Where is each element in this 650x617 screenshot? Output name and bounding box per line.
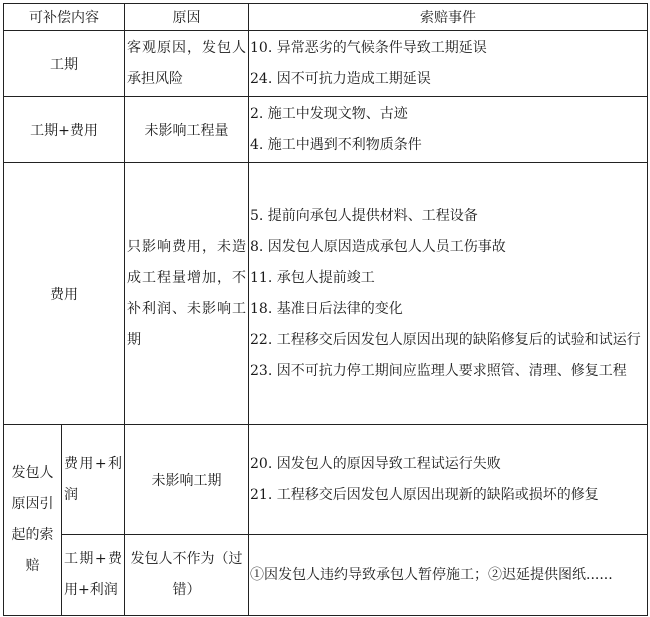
- events-cell: [249, 97, 648, 163]
- table-row: [4, 163, 648, 425]
- header-row: [4, 4, 648, 31]
- table-row: [4, 31, 648, 97]
- table-row: [4, 97, 648, 163]
- events-cell: [249, 535, 648, 616]
- events-cell: [249, 31, 648, 97]
- list-item: 21. 工程移交后因发包人原因出现新的缺陷或损坏的修复: [250, 486, 599, 503]
- reason-cell: 发包人不作为（过错）: [125, 535, 249, 616]
- list-item: 4. 施工中遇到不利物质条件: [250, 136, 422, 153]
- reason-cell: 未影响工程量: [125, 97, 249, 163]
- list-item: 22. 工程移交后因发包人原因出现的缺陷修复后的试验和试运行: [250, 331, 641, 348]
- list-item: 5. 提前向承包人提供材料、工程设备: [250, 207, 478, 224]
- category-cell: 费用: [4, 163, 125, 425]
- list-item: 23. 因不可抗力停工期间应监理人要求照管、清理、修复工程: [250, 362, 627, 379]
- list-item: 20. 因发包人的原因导致工程试运行失败: [250, 455, 501, 472]
- reason-cell: 未影响工期: [125, 425, 249, 535]
- reason-cell: 客观原因，发包人承担风险: [125, 31, 249, 97]
- list-item: 10. 异常恶劣的气候条件导致工期延误: [250, 39, 487, 56]
- category-cell: 工期+费用: [4, 97, 125, 163]
- group-label-cell: 发包人原因引起的索赔: [4, 425, 62, 616]
- list-item: 11. 承包人提前竣工: [250, 269, 375, 286]
- table-row: [4, 535, 648, 616]
- list-item: 24. 因不可抗力造成工期延误: [250, 70, 431, 87]
- list-item: 8. 因发包人原因造成承包人人员工伤事故: [250, 238, 506, 255]
- subcategory-cell: 费用+利润: [62, 425, 125, 535]
- category-cell: 工期: [4, 31, 125, 97]
- subcategory-cell: 工期+费用+利润: [62, 535, 125, 616]
- table-row: [4, 425, 648, 535]
- events-cell: [249, 163, 648, 425]
- header-category: 可补偿内容: [4, 4, 125, 31]
- reason-cell: 只影响费用，未造成工程量增加，不补利润、未影响工期: [125, 163, 249, 425]
- events-cell: [249, 425, 648, 535]
- header-reason: 原因: [125, 4, 249, 31]
- list-item: 2. 施工中发现文物、古迹: [250, 105, 408, 122]
- list-item: 18. 基准日后法律的变化: [250, 300, 403, 317]
- compensation-table: [3, 3, 648, 616]
- header-events: 索赔事件: [249, 4, 648, 31]
- list-item: ①因发包人违约导致承包人暂停施工；②迟延提供图纸......: [250, 566, 613, 583]
